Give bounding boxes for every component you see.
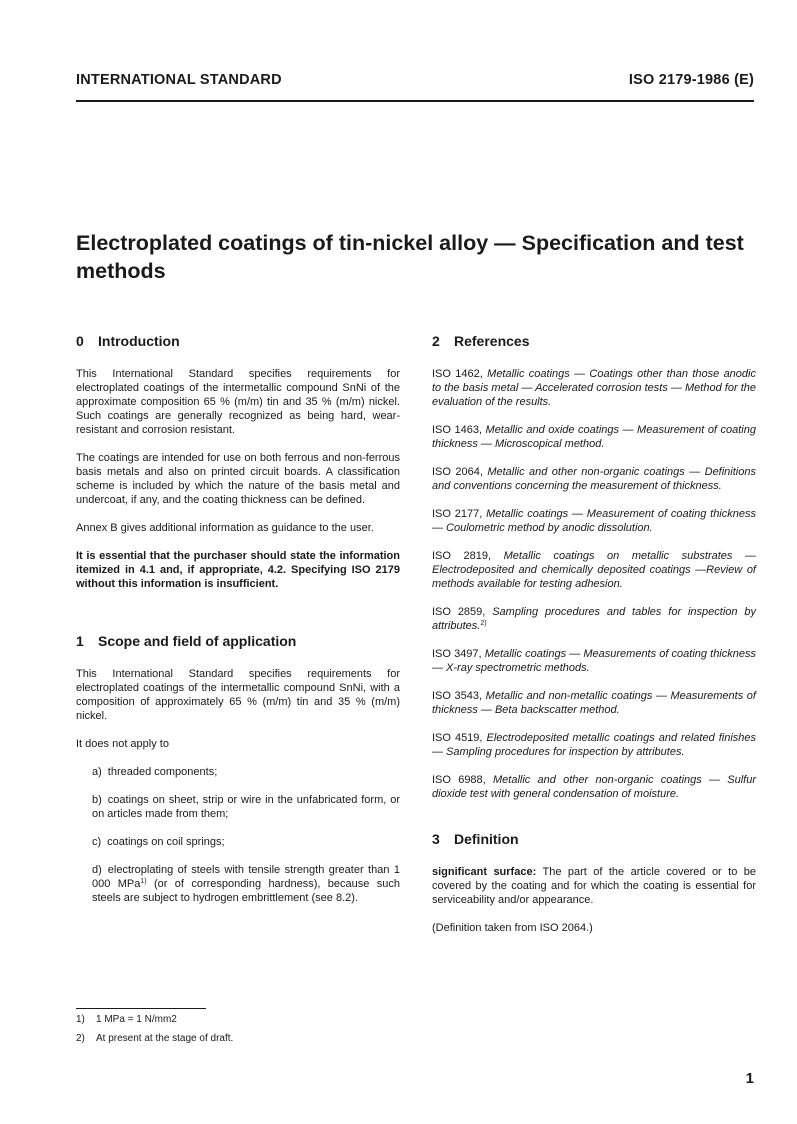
section-2-number: 2 [432,333,440,349]
section-1-number: 1 [76,633,84,649]
scope-paragraph-2: It does not apply to [76,738,169,750]
intro-paragraph-3: Annex B gives additional information as guidance to the user. [76,522,374,534]
intro-paragraph-2: The coatings are intended for use on both ferrous and non-ferrous basis metals and also on printed circuit boards. A classification scheme is included by which the nature of the basis metal and undercoat, if any, and the coating thickness can be defined. [76,452,400,506]
section-1-title: Scope and field of application [98,633,297,649]
section-0-title: Introduction [98,333,180,349]
scope-item-d [76,863,400,905]
section-3-heading [432,829,756,849]
definition-paragraph [432,865,756,907]
reference-item: ISO 1463, Metallic and oxide coatings — Measurement of coating thickness — Microscopical method. [432,424,756,450]
scope-item-d-text-cont: (or of corresponding hardness), because such steels are subject to hydrogen embrittlement (see 8.2). [92,878,400,904]
footnote-2 [76,1033,233,1045]
scope-item-d-label: d) [92,864,102,876]
section-0-heading [76,331,400,351]
reference-item: ISO 2859, Sampling procedures and tables for inspection by attributes.$^{2)}$ [432,606,756,632]
definition-text: The part of the article covered or to be covered by the coating and for which the coating is essential for serviceability and/or appearance. [432,866,757,906]
scope-item-c-text: coatings on coil springs; [107,836,225,848]
header-left: INTERNATIONAL STANDARD [76,72,282,88]
reference-item: ISO 2819, Metallic coatings on metallic substrates — Electrodeposited and chemically deposited coatings —Review of methods available for testing adhesion. [432,550,756,590]
section-1-heading [76,631,400,651]
footnote-ref-2: 2) [480,620,487,627]
reference-item: ISO 2177, Metallic coatings — Measurement of coating thickness — Coulometric method by anodic dissolution. [432,508,756,534]
footnote-1-text: 1 MPa = 1 N/mm2 [96,1014,177,1025]
scope-item-a [76,765,400,779]
footnote-rule [76,1008,206,1009]
section-2-title: References [454,333,530,349]
left-column [76,331,400,905]
definition-term: significant surface: [432,866,537,878]
header-right: ISO 2179-1986 (E) [628,72,754,88]
footnote-1-label: 1) [76,1014,85,1025]
intro-paragraph-4: It is essential that the purchaser should state the information itemized in 4.1 and, if appropriate, 4.2. Specifying ISO 2179 without this information is insufficient. [76,550,400,590]
section-0-number: 0 [76,333,84,349]
footnote-2-label: 2) [76,1033,85,1044]
right-column [432,331,756,935]
reference-item: ISO 2064, Metallic and other non-organic coatings — Definitions and conventions concerning the measurement of thickness. [432,466,756,492]
reference-item: ISO 3543, Metallic and non-metallic coatings — Measurements of thickness — Beta backscatter method. [432,690,756,716]
scope-item-c [76,835,400,849]
scope-item-b-text: coatings on sheet, strip or wire in the unfabricated form, or on articles made from them; [92,794,400,820]
references-list [432,367,756,801]
header-rule [76,100,754,102]
scope-item-c-label: c) [92,836,102,848]
reference-item: ISO 4519, Electrodeposited metallic coatings and related finishes — Sampling procedures for inspection by attributes. [432,732,756,758]
reference-item: ISO 1462, Metallic coatings — Coatings other than those anodic to the basis metal — Accelerated corrosion tests — Method for the evaluation of the results. [432,368,756,408]
section-3-title: Definition [454,831,519,847]
reference-item: ISO 6988, Metallic and other non-organic coatings — Sulfur dioxide test with general condensation of moisture. [432,774,756,800]
scope-item-d-text: electroplating of steels with tensile strength greater than 1 000 MPa [92,864,400,890]
footnote-1 [76,1014,177,1026]
scope-item-b-label: b) [92,794,102,806]
page-header [76,72,754,88]
scope-paragraph-1: This International Standard specifies requirements for electroplated coatings of the intermetallic compound SnNi, with a composition of approximately 65 % (m/m) tin and 35 % (m/m) nickel. [76,668,400,722]
reference-item: ISO 3497, Metallic coatings — Measurements of coating thickness — X-ray spectrometric methods. [432,648,756,674]
scope-item-b [76,793,400,821]
document-title: Electroplated coatings of tin-nickel alloy — Specification and test methods [76,231,744,283]
section-3-number: 3 [432,831,440,847]
intro-paragraph-1: This International Standard specifies requirements for electroplated coatings of the intermetallic compound SnNi of the approximate composition 65 % (m/m) tin and 35 % (m/m) nickel. Such coatings are generally recognized as being hard, wear-resistant and corrosion resistant. [76,368,400,436]
section-2-heading [432,331,756,351]
footnote-2-text: At present at the stage of draft. [96,1033,234,1044]
scope-item-a-label: a) [92,766,102,778]
scope-item-a-text: threaded components; [107,766,218,778]
footnote-ref-1: 1) [140,878,147,885]
page-number: 1 [745,1070,754,1087]
definition-note: (Definition taken from ISO 2064.) [432,922,593,934]
